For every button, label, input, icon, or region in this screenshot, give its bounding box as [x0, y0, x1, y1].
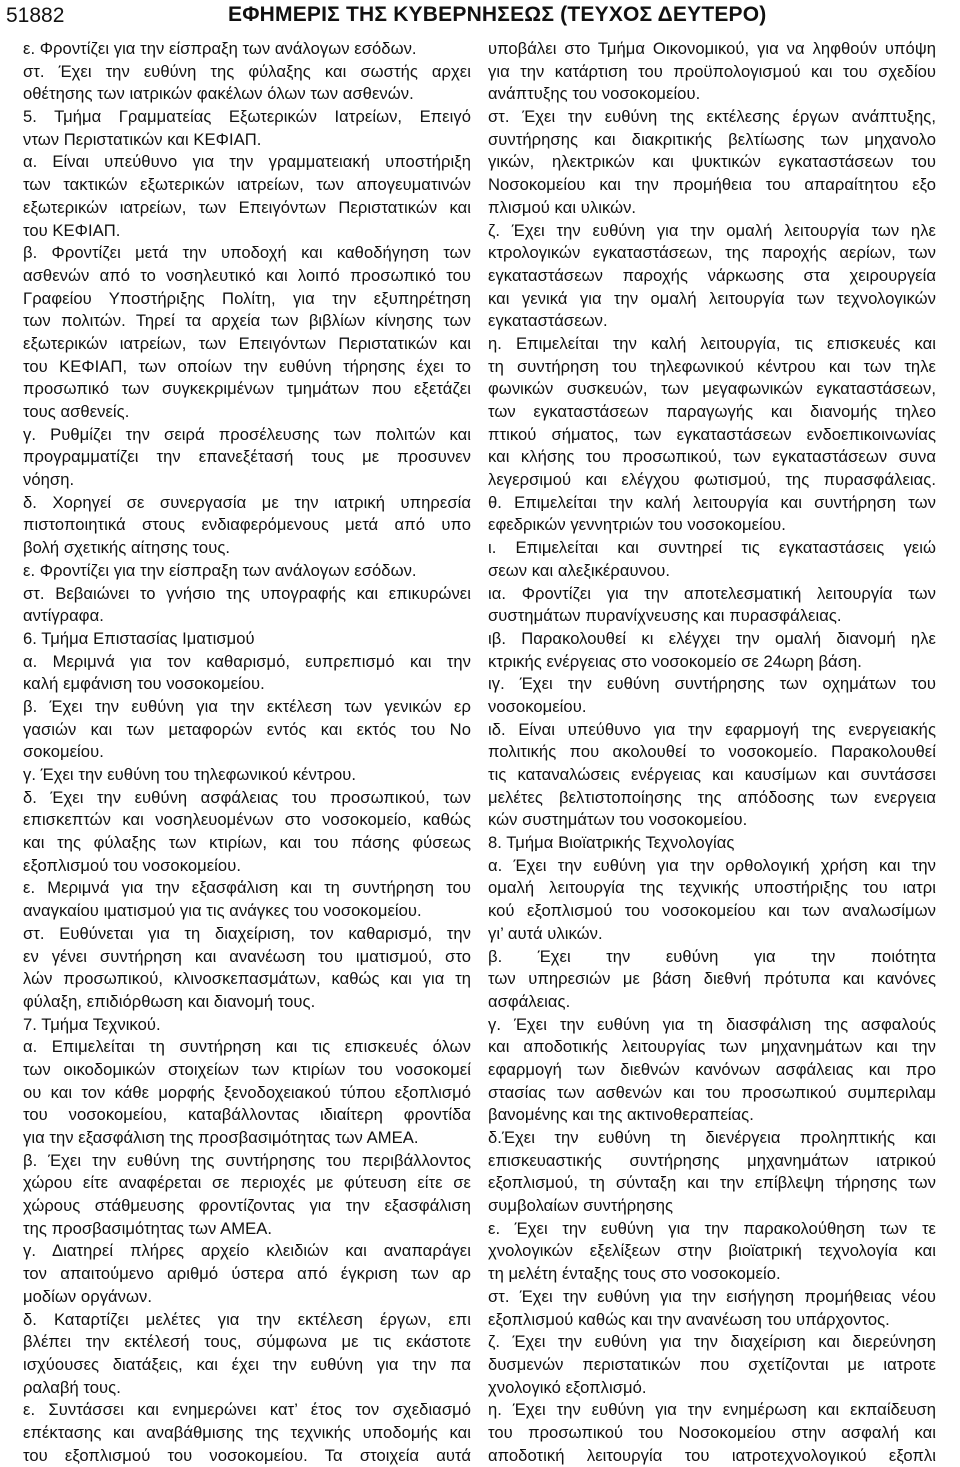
- text-line: του ΚΕΦΙΑΠ.: [23, 220, 121, 240]
- text-line: δυσμενών περιστατικών που σχετίζονται με ιατροτε: [488, 1354, 936, 1374]
- text-line: β. Φροντίζει μετά την υποδοχή και καθοδήγηση των: [23, 243, 471, 263]
- text-line: κτρικής ενέργειας στο νοσοκομείο σε 24ωρη βάση.: [488, 651, 862, 671]
- text-line: του εξοπλισμού του νοσοκομείου. Τα στοιχεία αυτά: [23, 1445, 471, 1465]
- text-line: εγκαταστάσεων παροχής νάρκωσης στα χειρουργεία: [488, 265, 936, 285]
- text-line: επισκεπτών και νοσηλευομένων στο νοσοκομείο, καθώς: [23, 810, 471, 830]
- text-line: ραλαβή τους.: [23, 1377, 121, 1397]
- text-line: ε. Συντάσσει και ενημερώνει κατ’ έτος τον σχεδιασμό: [23, 1400, 471, 1420]
- text-line: αναγκαίου ιματισμού για τις ανάγκες του νοσοκομείου.: [23, 901, 422, 921]
- right-column: [488, 38, 936, 1467]
- text-line: του προσωπικού του Νοσοκομείου στην ασφαλή και: [488, 1422, 936, 1442]
- text-line: βανομένης και της ακτινοθεραπείας.: [488, 1105, 754, 1125]
- text-line: χώρους στάθμευσης φροντίζοντας για την εξασφάλιση: [23, 1196, 471, 1216]
- text-line: εξωτερικών ιατρείων, των Επειγόντων Περιστατικών και: [23, 197, 471, 217]
- text-line: τον απαιτούμενο αριθμό ύστερα από έγκριση των αρ: [23, 1264, 471, 1284]
- text-line: 8. Τμήμα Βιοϊατρικής Τεχνολογίας: [488, 833, 735, 853]
- text-line: νοσοκομείου.: [488, 696, 587, 716]
- text-line: στ. Έχει την ευθύνη για την εισήγηση προμήθειας νέου: [488, 1286, 936, 1306]
- text-line: ασφάλειας.: [488, 991, 571, 1011]
- text-line: ανάπτυξης του νοσοκομείου.: [488, 84, 701, 104]
- text-line: για την κατάρτιση του προϋπολογισμού και του σχεδίου: [488, 61, 936, 81]
- text-line: στ. Βεβαιώνει το γνήσιο της υπογραφής και επικυρώνει: [23, 583, 471, 603]
- text-line: ε. Μεριμνά για την εξασφάλιση και τη συντήρηση του: [23, 878, 471, 898]
- text-line: των οικοδομικών στοιχείων των κτιρίων του νοσοκομεί: [23, 1059, 471, 1079]
- text-line: εξοπλισμού, τη σύνταξη και την επίβλεψη τήρησης των: [488, 1173, 936, 1193]
- text-line: βολή σχετικής αίτησης τους.: [23, 538, 231, 558]
- text-line: των υπηρεσιών με βάση διεθνή πρότυπα και κανόνες: [488, 969, 936, 989]
- text-line: β. Έχει την ευθύνη για την ποιότητα: [488, 946, 936, 966]
- text-line: χνολογικό εξοπλισμό.: [488, 1377, 647, 1397]
- text-line: και της φύλαξης των κτιρίων, και του πάσης φύσεως: [23, 833, 471, 853]
- page-header: [0, 0, 960, 32]
- text-line: για την εξασφάλιση της προσβασιμότητας των ΑΜΕΑ.: [23, 1128, 419, 1147]
- text-line: στ. Έχει την ευθύνη της εκτέλεσης έργων ανάπτυξης,: [488, 107, 936, 127]
- text-line: εξοπλισμού του νοσοκομείου.: [23, 855, 241, 875]
- text-line: τους ασθενείς.: [23, 402, 130, 421]
- text-line: κτρολογικών εγκαταστάσεων, της παροχής αερίων, των: [488, 243, 936, 263]
- text-line: οθέτησης των ιατρικών φακέλων όλων των ασθενών.: [23, 84, 414, 104]
- text-line: του ΚΕΦΙΑΠ, των οποίων την ευθύνη τήρησης έχει το: [23, 356, 471, 376]
- text-line: γ. Ρυθμίζει την σειρά προσέλευσης των πολιτών και: [23, 424, 471, 444]
- text-line: γικών, ηλεκτρικών και ψυκτικών εγκαταστάσεων του: [488, 152, 936, 172]
- text-line: λών προσωπικού, κλινοσκεπασμάτων, καθώς και για τη: [23, 969, 471, 989]
- text-line: αποδοτική λειτουργία του ιατροτεχνολογικού εξοπλι: [488, 1445, 936, 1465]
- text-line: πλισμού και υλικών.: [488, 197, 637, 217]
- text-line: η. Έχει την ευθύνη για την ενημέρωση και εκπαίδευση: [488, 1400, 936, 1420]
- text-line: φωνικών συσκευών, των μεγαφωνικών εγκαταστάσεων,: [488, 379, 936, 399]
- text-line: θ. Επιμελείται την καλή λειτουργία και συντήρηση των: [488, 492, 936, 512]
- text-line: πιστοποιητικά στους ενδιαφερόμενους μετά από υπο: [23, 515, 471, 535]
- text-line: συντήρησης και διακριτικής βελτίωσης των μηχανολο: [488, 129, 936, 149]
- text-line: νόηση.: [23, 470, 75, 490]
- text-line: προγραμματίζει την επανεξέτασή τους με προσυνεν: [23, 447, 471, 467]
- text-line: δ. Έχει την ευθύνη ασφάλειας του προσωπικού, των: [23, 787, 471, 807]
- page-number: 51882: [6, 4, 65, 27]
- text-line: γασιών και των μεταφορών εντός και εκτός του Νο: [23, 719, 471, 739]
- text-line: ομαλή λειτουργία της τεχνικής υποστήριξης του ιατρι: [488, 878, 936, 898]
- text-line: ιβ. Παρακολουθεί κι ελέγχει την ομαλή διανομή ηλε: [488, 628, 936, 648]
- text-line: των εγκαταστάσεων παραγωγής και διανομής τηλεο: [488, 402, 936, 421]
- text-line: και κλήσης του προσωπικού, των εγκαταστάσεων συνα: [488, 447, 936, 467]
- text-line: σεων και αλεξικέραυνου.: [488, 560, 671, 580]
- text-line: ι. Επιμελείται και συντηρεί τις εγκαταστάσεις γειώ: [488, 538, 936, 558]
- text-line: μοδίων οργάνων.: [23, 1286, 153, 1306]
- text-line: ε. Έχει την ευθύνη για την παρακολούθηση των τε: [488, 1218, 936, 1238]
- text-line: λεγερσιμού και ελέγχου φωτισμού, της πυρασφάλειας.: [488, 470, 936, 490]
- text-line: δ. Καταρτίζει μελέτες για την εκτέλεση έργων, επι: [23, 1309, 471, 1329]
- text-line: β. Έχει την ευθύνη για την εκτέλεση των γενικών ερ: [23, 696, 471, 716]
- text-line: στ. Έχει την ευθύνη της φύλαξης και σωστής αρχει: [23, 61, 471, 81]
- text-line: φύλαξη, επιδιόρθωση και διανομή τους.: [23, 991, 316, 1011]
- text-line: ισχύουσες διατάξεις, και έχει την ευθύνη για την πα: [23, 1354, 471, 1374]
- text-line: επέκτασης και αναβάθμισης της τεχνικής υποδομής και: [23, 1422, 471, 1442]
- text-line: πτικού σήματος, των εγκαταστάσεων ενδοεπικοινωνίας: [488, 424, 936, 444]
- text-line: χνολογικών εξελίξεων στην βιοϊατρική τεχνολογία και: [488, 1241, 936, 1261]
- text-line: 7. Τμήμα Τεχνικού.: [23, 1014, 161, 1034]
- text-line: μελέτες βελτιστοποίησης της απόδοσης των ενεργεια: [488, 787, 936, 807]
- text-line: εν γένει συντήρηση και ανανέωση του ιματισμού, στο: [23, 946, 471, 966]
- text-line: ου και τον κάθε μορφής ξενοδοχειακού τύπου εξοπλισμό: [23, 1082, 471, 1102]
- text-line: στ. Ευθύνεται για τη διαχείριση, τον καθαρισμό, την: [23, 923, 471, 943]
- text-line: συμβολαίων συντήρησης: [488, 1196, 674, 1216]
- text-line: των τακτικών εξωτερικών ιατρείων, των απογευματινών: [23, 175, 471, 195]
- text-line: ασθενών από το νοσηλευτικό και λοιπό προσωπικό του: [23, 265, 471, 285]
- text-line: των πολιτών. Τηρεί τα αρχεία των βιβλίων κίνησης των: [23, 311, 471, 331]
- text-line: ιδ. Είναι υπεύθυνο για την εφαρμογή της ενεργειακής: [488, 719, 936, 739]
- text-line: γ. Έχει την ευθύνη για τη διασφάλιση της ασφαλούς: [488, 1014, 936, 1034]
- text-line: της προσβασιμότητας των ΑΜΕΑ.: [23, 1218, 273, 1238]
- text-line: ζ. Έχει την ευθύνη για την ομαλή λειτουργία των ηλε: [488, 220, 936, 240]
- text-line: κού εξοπλισμού του νοσοκομείου και των αναλωσίμων: [488, 901, 936, 921]
- text-line: και αποδοτικής λειτουργίας των μηχανημάτων και την: [488, 1037, 936, 1057]
- text-line: αντίγραφα.: [23, 606, 104, 626]
- text-line: προσωπικό των συγκεκριμένων τμημάτων που εξετάζει: [23, 379, 471, 399]
- text-line: ζ. Έχει την ευθύνη για την διαχείριση και διερεύνηση: [488, 1332, 936, 1352]
- text-line: συστημάτων πυρανίχνευσης και πυρασφάλειας.: [488, 606, 842, 626]
- text-line: α. Μεριμνά για τον καθαρισμό, ευπρεπισμό και την: [23, 651, 471, 671]
- text-line: καλή εμφάνιση του νοσοκομείου.: [23, 674, 265, 694]
- left-column: [23, 38, 471, 1467]
- text-line: α. Επιμελείται τη συντήρηση και τις επισκευές όλων: [23, 1037, 471, 1057]
- text-line: εξοπλισμού καθώς και την ανανέωση του υπάρχοντος.: [488, 1309, 890, 1329]
- text-line: τη συντήρηση του τηλεφωνικού κέντρου και των τηλε: [488, 356, 936, 376]
- text-line: 6. Τμήμα Επιστασίας Ιματισμού: [23, 628, 255, 648]
- text-line: τις καταναλώσεις ενέργειας και καυσίμων και συντάσσει: [488, 765, 936, 784]
- text-line: υποβάλει στο Τμήμα Οικονομικού, για να ληφθούν υπόψη: [488, 39, 936, 58]
- text-line: Γραφείου Υποστήριξης Πολίτη, για την εξυπηρέτηση: [23, 288, 471, 308]
- text-line: εφεδρικών γεννητριών του νοσοκομείου.: [488, 515, 786, 535]
- text-line: α. Είναι υπεύθυνο για την γραμματειακή υποστήριξη: [23, 152, 471, 172]
- text-line: γι’ αυτά υλικών.: [488, 923, 603, 943]
- text-line: επισκευαστικής συντήρησης μηχανημάτων ιατρικού: [488, 1150, 936, 1170]
- text-line: η. Επιμελείται την καλή λειτουργία, τις επισκευές και: [488, 333, 936, 353]
- text-line: βλέπει την εκτέλεσή τους, σύμφωνα με τις εκάστοτε: [23, 1332, 471, 1352]
- text-line: δ.Έχει την ευθύνη τη διενέργεια προληπτικής και: [488, 1128, 936, 1147]
- text-line: του νοσοκομείου, καταβάλλοντας ιδιαίτερη φροντίδα: [23, 1105, 471, 1125]
- text-line: κών συστημάτων του νοσοκομείου.: [488, 810, 748, 830]
- text-line: γ. Έχει την ευθύνη του τηλεφωνικού κέντρου.: [23, 765, 357, 784]
- text-line: πολιτικής που ακολουθεί το νοσοκομείο. Παρακολουθεί: [488, 742, 936, 762]
- text-line: α. Έχει την ευθύνη για την ορθολογική χρήση και την: [488, 855, 936, 875]
- text-line: Νοσοκομείου και την προμήθεια του απαραίτητου εξο: [488, 175, 936, 195]
- text-line: ε. Φροντίζει για την είσπραξη των ανάλογων εσόδων.: [23, 560, 417, 580]
- text-line: τη μελέτη ένταξης τους στο νοσοκομείο.: [488, 1264, 781, 1284]
- text-line: 5. Τμήμα Γραμματείας Εξωτερικών Ιατρείων, Επειγό: [23, 107, 471, 127]
- text-line: εξωτερικών ιατρείων, των Επειγόντων Περιστατικών και: [23, 333, 471, 353]
- text-line: σοκομείου.: [23, 742, 104, 762]
- text-line: χώρου είτε αναφέρεται σε περιοχές με φύτευση είτε σε: [23, 1173, 471, 1193]
- text-line: ντων Περιστατικών και ΚΕΦΙΑΠ.: [23, 129, 262, 149]
- text-line: γ. Διατηρεί πλήρες αρχείο κλειδιών και αναπαράγει: [23, 1241, 471, 1261]
- text-line: ε. Φροντίζει για την είσπραξη των ανάλογων εσόδων.: [23, 39, 417, 58]
- text-line: β. Έχει την ευθύνη της συντήρησης του περιβάλλοντος: [23, 1150, 471, 1170]
- text-line: εγκαταστάσεων.: [488, 311, 608, 331]
- gazette-title: ΕΦΗΜΕΡΙΣ ΤΗΣ ΚΥΒΕΡΝΗΣΕΩΣ (ΤΕΥΧΟΣ ΔΕΥΤΕΡΟ): [228, 3, 767, 26]
- text-line: και γενικά για την ομαλή λειτουργία των τεχνολογικών: [488, 288, 936, 308]
- text-line: στασίας των ασθενών και του προσωπικού συμπεριλαμ: [488, 1082, 936, 1102]
- text-line: εφαρμογή των διεθνών κανόνων ασφάλειας και προ: [488, 1059, 936, 1079]
- text-line: ια. Φροντίζει για την αποτελεσματική λειτουργία των: [488, 583, 936, 603]
- text-line: ιγ. Έχει την ευθύνη συντήρησης των οχημάτων του: [488, 674, 936, 694]
- text-line: δ. Χορηγεί σε συνεργασία με την ιατρική υπηρεσία: [23, 492, 471, 512]
